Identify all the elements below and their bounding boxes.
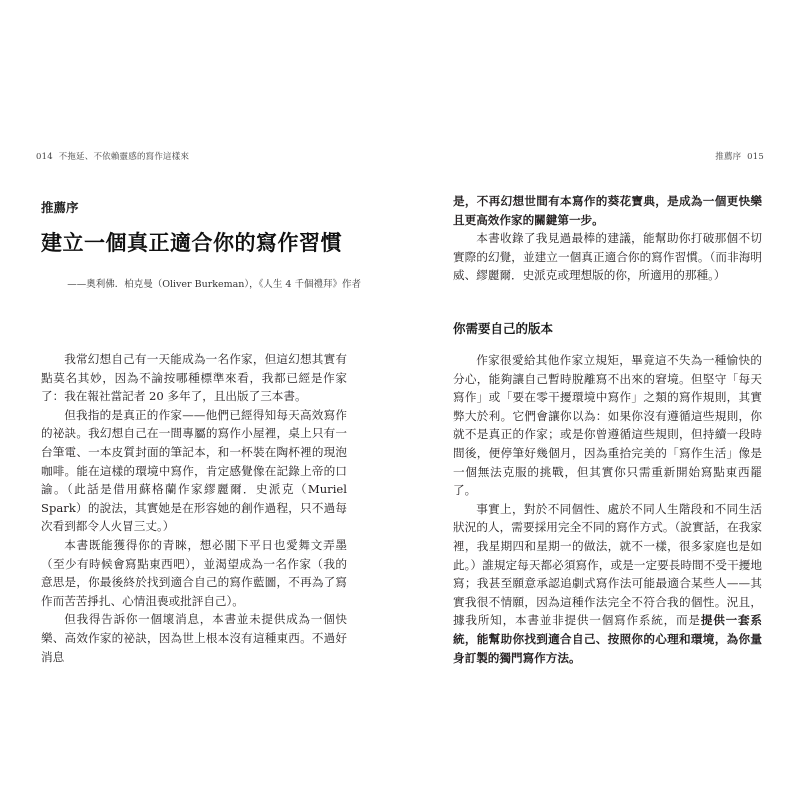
paragraph (453, 500, 762, 667)
paragraph: 本書收錄了我見過最棒的建議，能幫助你打破那個不切實際的幻覺，並建立一個真正適合你的寫作習慣。（而非海明威、繆麗爾．史派克或理想版的你，所適用的那種。） (453, 231, 762, 283)
paragraph: 本書既能獲得你的青睞，想必閣下平日也愛舞文弄墨（至少有時候會寫點東西吧），並渴望成為一名作家（我的意思是，你最後終於找到適合自己的寫作藍圖，不再為了寫作而苦苦掙扎、心情沮喪或批評自己）。 (41, 537, 347, 608)
left-page-header (36, 150, 189, 162)
paragraph: 我常幻想自己有一天能成為一名作家，但這幻想其實有點莫名其妙，因為不論按哪種標準來看，我都已經是作家了：我在報社當記者 20 多年了，且出版了三本書。 (41, 352, 347, 404)
left-page-body (41, 350, 347, 666)
paragraph: 但我得告訴你一個壞消息，本書並未提供成為一個快樂、高效作家的祕訣，因為世上根本沒有這種東西。不過好消息 (41, 612, 347, 664)
paragraph: 作家很愛給其他作家立規矩，畢竟這不失為一種愉快的分心，能夠讓自己暫時脫離寫不出來的窘境。但堅守「每天寫作」或「要在零干擾環境中寫作」之類的寫作規則，其實弊大於利。它們會讓你以為：如果你沒有遵循這些規則，你就不是真正的作家；或是你曾遵循這些規則，但持續一段時間後，便停筆好幾個月，因為重拾完美的「寫作生活」像是一個無法克服的挑戰，但其實你只需重新開始寫點東西罷了。 (453, 353, 762, 498)
section-label: 推薦序 (41, 200, 79, 215)
left-page-number: 014 (36, 152, 53, 162)
right-page-body (453, 351, 762, 667)
section-heading: 你需要自己的版本 (453, 321, 554, 336)
right-page-header (715, 150, 764, 162)
right-page-number: 015 (747, 152, 764, 162)
right-page-top (453, 192, 762, 285)
bold-emphasis: 提供一套系統，能幫助你找到適合自己、按照你的心理和環境，為你量身訂製的獨門寫作方法。 (453, 613, 762, 665)
paragraph: 但我指的是真正的作家——他們已經得知每天高效寫作的祕訣。我幻想自己在一間專屬的寫作小屋裡，桌上只有一台筆電、一本皮質封面的筆記本，和一杯裝在陶杯裡的現泡咖啡。能在這樣的環境中寫作，肯定感覺像在記錄上帝的口諭。（此話是借用蘇格蘭作家繆麗爾．史派克（Muriel Spark）的說法，其實她是在形容她的創作過程，只不過每次看到都令人火冒三丈。） (41, 407, 347, 534)
right-running-title: 推薦序 (715, 152, 742, 162)
author-byline: ——奧利佛．柏克曼（Oliver Burkeman），《人生 4 千個禮拜》作者 (67, 279, 361, 290)
bold-continuation: 是，不再幻想世間有本寫作的葵花寶典，是成為一個更快樂且更高效作家的關鍵第一步。 (453, 194, 762, 227)
left-running-title: 不拖延、不依賴靈感的寫作這樣來 (58, 152, 190, 162)
paragraph-text: 事實上，對於不同個性、處於不同人生階段和不同生活狀況的人，需要採用完全不同的寫作方式。（說實話，在我家裡，我星期四和星期一的做法，就不一樣，很多家庭也是如此。）誰規定每天都必須寫作，或是一定要長時間不受干擾地寫；我甚至願意承認追劇式寫作法可能最適合某些人——其實我很不情願，因為這種作法完全不符合我的個性。況且，據我所知，本書並非提供一個寫作系統，而是 (453, 501, 762, 628)
page-title: 建立一個真正適合你的寫作習慣 (41, 230, 342, 255)
